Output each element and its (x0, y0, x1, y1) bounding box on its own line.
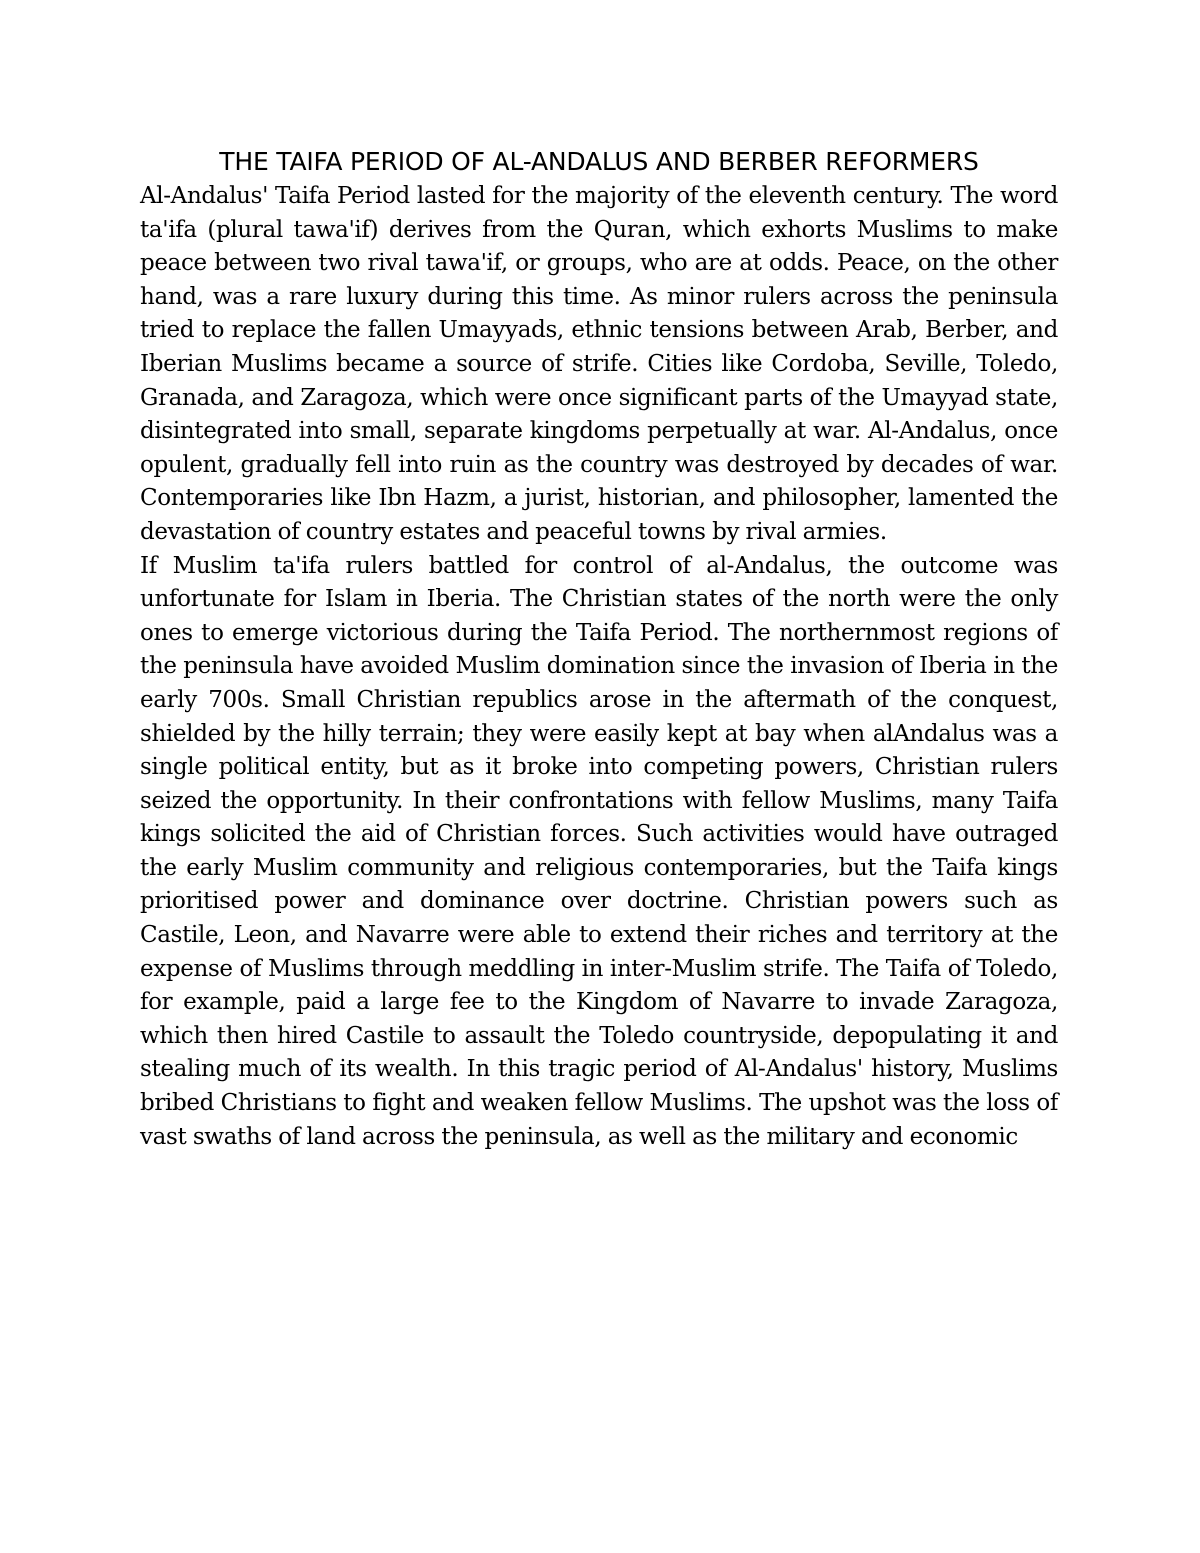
document-title: THE TAIFA PERIOD OF AL-ANDALUS AND BERBER REFORMERS (219, 147, 979, 176)
paragraph-2: If Muslim ta'ifa rulers battled for control of al-Andalus, the outcome was unfortunate for Islam in Iberia. The Christian states of the north were the only ones to emerge victorious during the Taifa Period. The northernmost regions of the peninsula have avoided Muslim domination since the invasion of Iberia in the early 700s. Small Christian republics arose in the aftermath of the conquest, shielded by the hilly terrain; they were easily kept at bay when alAndalus was a single political entity, but as it broke into competing powers, Christian rulers seized the opportunity. In their confrontations with fellow Muslims, many Taifa kings solicited the aid of Christian forces. Such activities would have outraged the early Muslim community and religious contemporaries, but the Taifa kings prioritised power and dominance over doctrine. Christian powers such as Castile, Leon, and Navarre were able to extend their riches and territory at the expense of Muslims through meddling in inter-Muslim strife. The Taifa of Toledo, for example, paid a large fee to the Kingdom of Navarre to invade Zaragoza, which then hired Castile to assault the Toledo countryside, depopulating it and stealing much of its wealth. In this tragic period of Al-Andalus' history, Muslims bribed Christians to fight and weaken fellow Muslims. The upshot was the loss of vast swaths of land across the peninsula, as well as the military and economic (140, 552, 1058, 1150)
document-page (140, 144, 1058, 1154)
paragraph-1: Al-Andalus' Taifa Period lasted for the majority of the eleventh century. The word ta'ifa (plural tawa'if) derives from the Quran, which exhorts Muslims to make peace between two rival tawa'if, or groups, who are at odds. Peace, on the other hand, was a rare luxury during this time. As minor rulers across the peninsula tried to replace the fallen Umayyads, ethnic tensions between Arab, Berber, and Iberian Muslims became a source of strife. Cities like Cordoba, Seville, Toledo, Granada, and Zaragoza, which were once significant parts of the Umayyad state, disintegrated into small, separate kingdoms perpetually at war. Al-Andalus, once opulent, gradually fell into ruin as the country was destroyed by decades of war. Contemporaries like Ibn Hazm, a jurist, historian, and philosopher, lamented the devastation of country estates and peaceful towns by rival armies. (140, 183, 1058, 545)
